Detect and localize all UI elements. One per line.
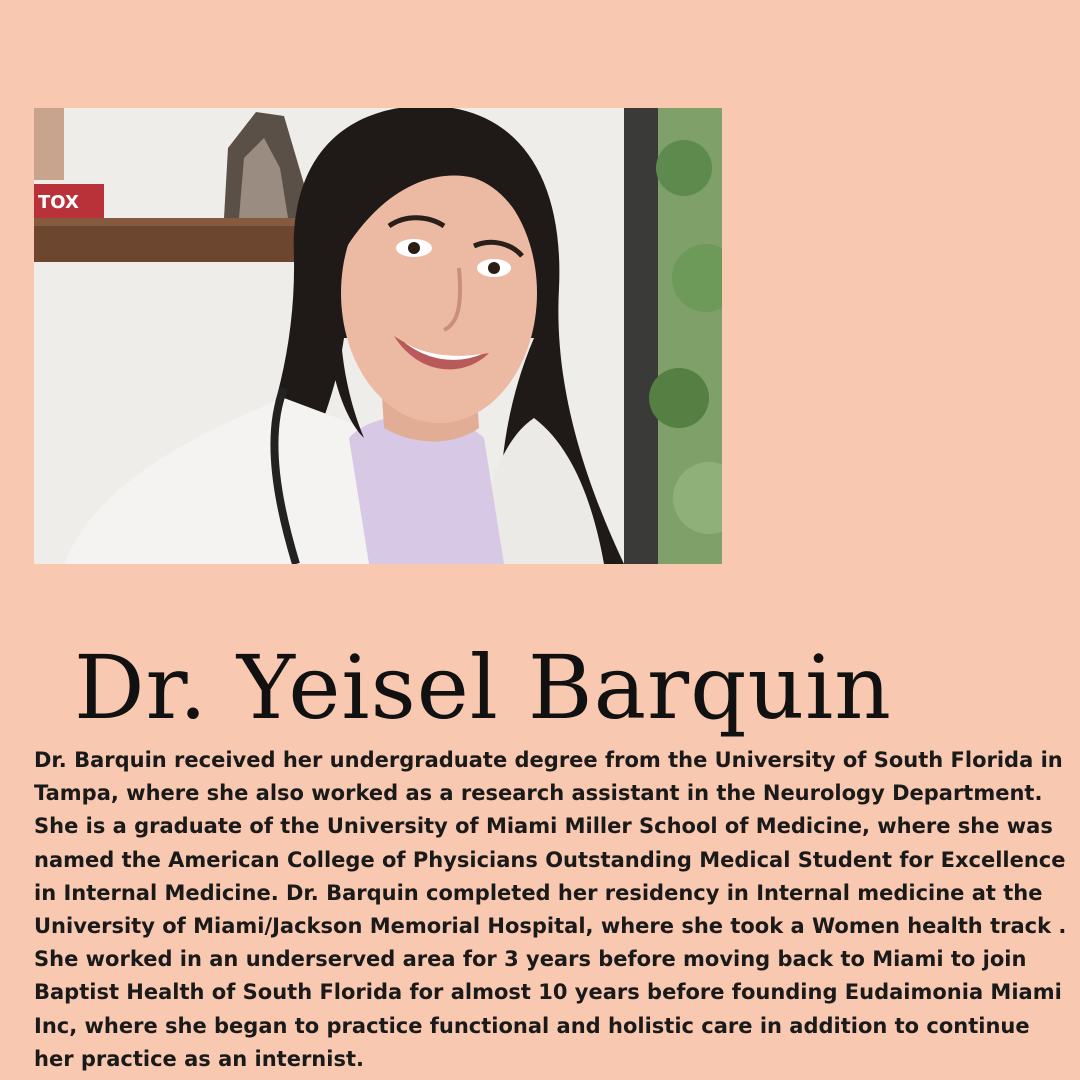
book-on-shelf xyxy=(34,184,104,218)
book-spine-text: TOX xyxy=(38,192,79,213)
portrait-photo xyxy=(34,108,722,564)
portrait-illustration xyxy=(34,108,722,564)
doctor-bio: Dr. Barquin received her undergraduate degree from the University of South Florida in Tampa, where she also worked as a research assistant in the Neurology Department. She is a graduate of the University of Miami Miller School of Medicine, where she was named the American College of Physicians Outstanding Medical Student for Excellence in Internal Medicine. Dr. Barquin completed her residency in Internal medicine at the University of Miami/Jackson Memorial Hospital, where she took a Women health track . She worked in an underserved area for 3 years before moving back to Miami to join Baptist Health of South Florida for almost 10 years before founding Eudaimonia Miami Inc, where she began to practice functional and holistic care in addition to continue her practice as an internist. xyxy=(34,748,1067,1071)
doctor-name: Dr. Yeisel Barquin xyxy=(74,636,892,739)
